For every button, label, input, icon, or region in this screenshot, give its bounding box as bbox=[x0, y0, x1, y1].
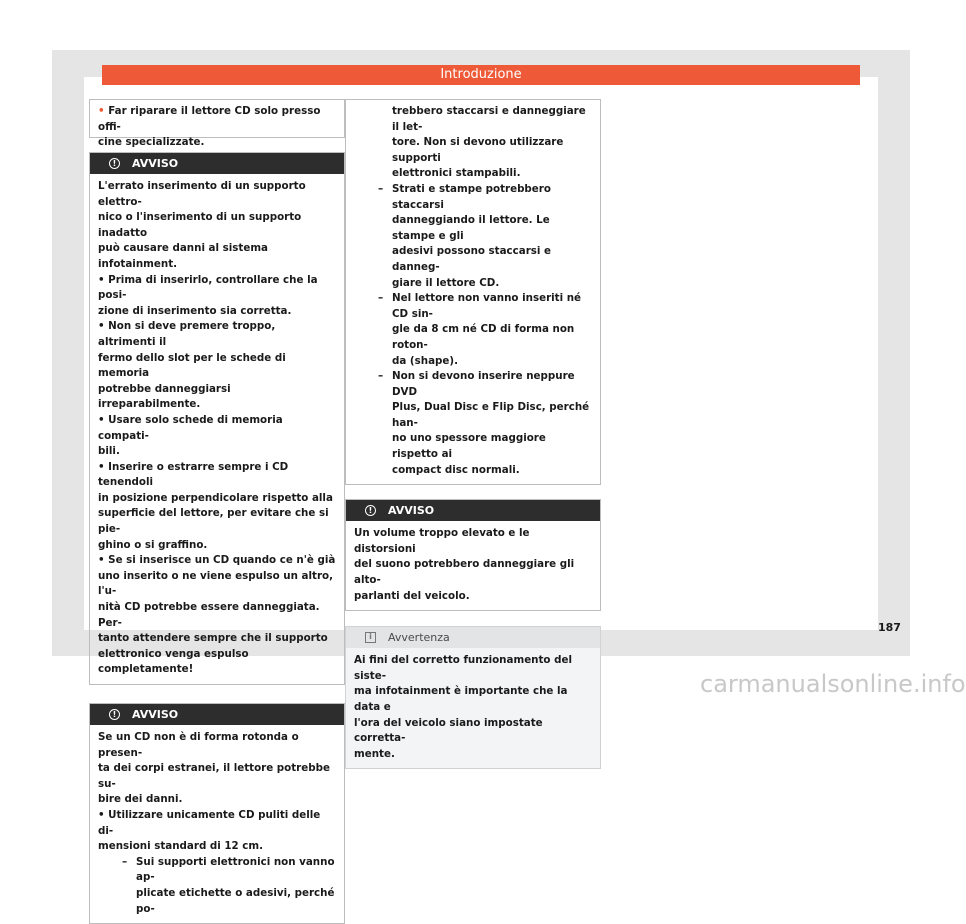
warning-title: AVVISO bbox=[132, 157, 179, 170]
warning-title: AVVISO bbox=[388, 504, 435, 518]
text-line: potrebbe danneggiarsi irreparabilmente. bbox=[98, 382, 231, 411]
text-line: bili. bbox=[98, 445, 120, 458]
page-number: 187 bbox=[878, 621, 901, 634]
text-line: può causare danni al sistema infotainment. bbox=[98, 242, 268, 270]
text-line: parlanti del veicolo. bbox=[354, 589, 470, 602]
text-line: mensioni standard di 12 cm. bbox=[98, 840, 264, 853]
text-line: da (shape). bbox=[392, 354, 458, 367]
warning-icon: ! bbox=[109, 158, 120, 169]
text-line: ta dei corpi estranei, il lettore potrebbe su- bbox=[98, 762, 330, 790]
text-line: uno inserito o ne viene espulso un altro, l'u- bbox=[98, 569, 334, 598]
text-line: mente. bbox=[354, 747, 395, 760]
info-icon: i bbox=[365, 632, 376, 643]
text-line: Nel lettore non vanno inseriti né CD sin- bbox=[392, 292, 582, 320]
text-line: tanto attendere sempre che il supporto bbox=[98, 632, 328, 645]
text-line: bire dei danni. bbox=[98, 793, 183, 806]
text-line: compact disc normali. bbox=[392, 463, 520, 476]
text-line: Se un CD non è di forma rotonda o presen- bbox=[98, 731, 299, 759]
text-line: danneggiando il lettore. Le stampe e gli bbox=[392, 214, 550, 242]
tip-box bbox=[345, 626, 601, 769]
text-line: trebbero staccarsi e danneggiare il let- bbox=[392, 105, 586, 133]
warning-body bbox=[346, 521, 600, 610]
text-line: del suono potrebbero danneggiare gli alto- bbox=[354, 558, 575, 587]
dash-icon: – bbox=[378, 370, 384, 383]
warning-header bbox=[90, 153, 344, 174]
text-line: • Non si deve premere troppo, altrimenti il bbox=[98, 320, 276, 348]
text-line: Non si devono inserire neppure DVD bbox=[392, 370, 575, 398]
warning-box-2 bbox=[89, 703, 345, 924]
text-line: tore. Non si devono utilizzare supporti bbox=[392, 136, 564, 164]
note-line-1: cine specializzate. bbox=[98, 136, 205, 149]
text-line: elettronici stampabili. bbox=[392, 167, 521, 180]
tip-body bbox=[346, 648, 600, 768]
dash-item bbox=[354, 369, 592, 478]
text-line: • Usare solo schede di memoria compati- bbox=[98, 413, 283, 442]
text-line: • Utilizzare unicamente CD puliti delle di- bbox=[98, 808, 321, 837]
dash-item-continued bbox=[354, 104, 592, 182]
dash-item bbox=[354, 291, 592, 369]
warning-box-3 bbox=[345, 499, 601, 611]
left-column bbox=[89, 99, 345, 924]
text-line: plicate etichette o adesivi, perché po- bbox=[136, 886, 335, 915]
note-box bbox=[89, 99, 345, 149]
text-line: gle da 8 cm né CD di forma non roton- bbox=[392, 323, 575, 351]
text-line: • Se si inserisce un CD quando ce n'è già bbox=[98, 554, 336, 567]
text-line: no uno spessore maggiore rispetto ai bbox=[392, 432, 546, 461]
text-line: L'errato inserimento di un supporto elettro- bbox=[98, 180, 306, 208]
text-line: in posizione perpendicolare rispetto alla bbox=[98, 491, 333, 504]
warning-icon: ! bbox=[109, 709, 120, 720]
bullet-icon: • bbox=[98, 105, 105, 117]
text-line: nico o l'inserimento di un supporto inadatto bbox=[98, 211, 302, 239]
text-line: • Prima di inserirlo, controllare che la posi- bbox=[98, 273, 318, 302]
dash-item bbox=[354, 182, 592, 291]
text-line: Sui supporti elettronici non vanno ap- bbox=[136, 855, 335, 884]
tip-header bbox=[346, 627, 600, 648]
text-line: adesivi possono staccarsi e danneg- bbox=[392, 245, 552, 273]
text-line: Ai fini del corretto funzionamento del siste- bbox=[354, 654, 572, 682]
text-line: elettronico venga espulso completamente! bbox=[98, 647, 249, 676]
text-line: l'ora del veicolo siano impostate corretta- bbox=[354, 716, 543, 745]
dash-icon: – bbox=[378, 292, 384, 305]
tip-title: Avvertenza bbox=[388, 631, 450, 645]
warning-header bbox=[90, 704, 344, 725]
text-line: zione di inserimento sia corretta. bbox=[98, 304, 292, 317]
warning-box-2-continued bbox=[345, 99, 601, 485]
text-line: giare il lettore CD. bbox=[392, 276, 500, 289]
warning-title: AVVISO bbox=[132, 708, 179, 721]
warning-body bbox=[90, 725, 344, 923]
warning-body bbox=[346, 100, 600, 484]
dash-icon: – bbox=[378, 182, 384, 195]
text-line: superficie del lettore, per evitare che si pie- bbox=[98, 507, 329, 536]
text-line: nità CD potrebbe essere danneggiata. Per- bbox=[98, 601, 320, 629]
warning-icon: ! bbox=[365, 505, 376, 516]
dash-icon: – bbox=[122, 855, 128, 868]
text-line: Strati e stampe potrebbero staccarsi bbox=[392, 182, 551, 211]
note-line-0: • Far riparare il lettore CD solo presso offi- bbox=[98, 105, 321, 133]
dash-item bbox=[98, 855, 336, 917]
text-line: Plus, Dual Disc e Flip Disc, perché han- bbox=[392, 401, 590, 429]
chapter-header: Introduzione bbox=[102, 65, 860, 85]
watermark: carmanualsonline.info bbox=[700, 670, 966, 698]
text-line: fermo dello slot per le schede di memoria bbox=[98, 351, 286, 380]
warning-box-1 bbox=[89, 152, 345, 685]
warning-body bbox=[90, 174, 344, 684]
text-line: ma infotainment è importante che la data e bbox=[354, 685, 568, 713]
text-line: Un volume troppo elevato e le distorsioni bbox=[354, 527, 530, 555]
text-line: ghino o si graffino. bbox=[98, 538, 208, 551]
warning-header bbox=[346, 500, 600, 521]
middle-column bbox=[345, 99, 601, 769]
text-line: • Inserire o estrarre sempre i CD tenendoli bbox=[98, 460, 289, 489]
